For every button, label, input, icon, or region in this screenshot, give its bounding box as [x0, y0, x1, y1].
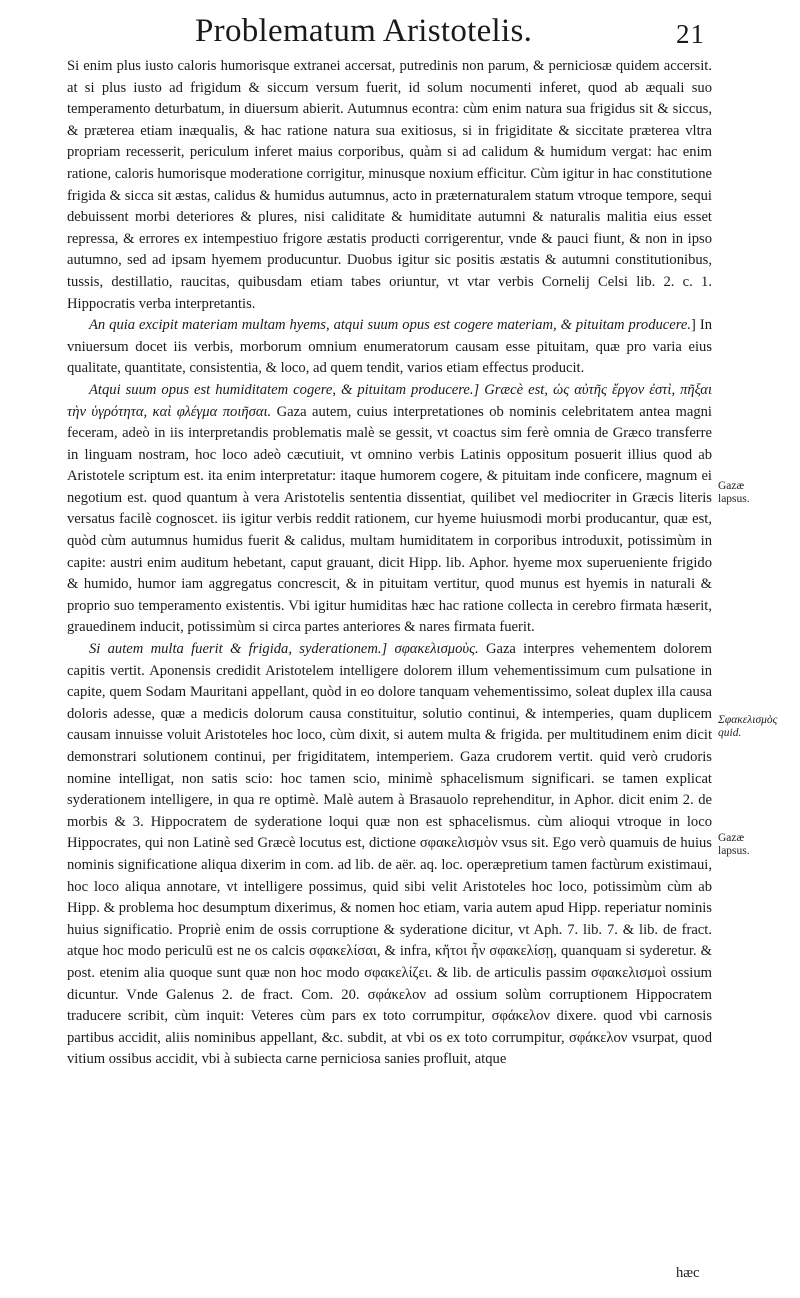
lemma-paragraph [67, 380, 712, 639]
running-title: Problematum Aristotelis. [195, 13, 533, 49]
page-number: 21 [676, 19, 705, 49]
page-header [0, 8, 800, 52]
lemma-paragraph [67, 639, 712, 1071]
margin-note: Gazæ lapsus. [718, 480, 750, 505]
lemma-quote: Atqui suum opus est humiditatem cogere, & pituitam producere. [89, 381, 474, 398]
greek-quote: ] σφακελισμοὺς. [381, 641, 479, 658]
commentary-text: Gaza interpres vehementem dolorem capitis vertit. Aponensis credidit Aristotelem intelligere dolorem illum vehementissimum cum pulsatione in capite, quem Sodam Mauritani appellant, quòd in eo dolore tanquam vehementissimo, soleat duplex illa causa doloris adesse, quæ a medicis dolorum causa constituitur, solutio continui, & intemperies, quam duplicem causam innuisse voluit Aristoteles hoc loco, cùm dixit, si autem multa & frigida. per multitudinem enim dicit demonstrari solutionem continui, per frigiditatem, intemperiem. Gaza crudorem vertit. quid verò crudoris nomine intelligat, non satis scio: hoc tamen scio, minimè sphacelismum significari. se tamen explicat syderationem intelligere, in qua re optimè. Malè autem à Brasauolo reprehenditur, in Aphor. dicit enim 2. de morbis & 3. Hippocratem de syderatione loqui quæ non est sphacelismus. cùm alioqui vtroque in loco Hippocrates, qui non Latinè sed Græcè locutus est, dictione σφακελισμὸν vsus sit. Ego verò quamuis de huius nominis significatione aliqua dixerim in com. ad lib. de aër. aq. loc. operæpretium tamen factùrum existimaui, hoc loco aliqua annotare, vt intelligere possimus, quid sibi velit Aristoteles hoc loco, potissimùm cùm ab Hipp. & problema hoc desumptum dixerimus, & nomen hoc etiam, varia autem apud Hipp. reperiatur nominis huius significatio. Propriè enim de ossis corruptione & syderatione dicitur, vt Aph. 7. lib. 7. & lib. de fract. atque hoc modo periculū est ne os calcis σφακελίσαι, & infra, κἤτοι ἦν σφακελίσῃ, quanquam si syderetur. & post. etenim alia quoque sunt quæ non hoc modo σφακελίζει. & lib. de articulis passim σφακελισμοὶ ossium dicuntur. Vnde Galenus 2. de fract. Com. 20. σφάκελον ad ossium solùm corruptionem Hippocratem traducere scribit, cùm inquit: Veteres cùm pars ex toto corrumpitur, σφάκελον dixere. quod vbi carnosis partibus accidit, aliis nominibus appellant, &c. subdit, at vbi os ex toto corrumpitur, σφάκελον vsurpat, quod vitium ossibus accidit, vbi à subiecta carne perniciosa sanies profluit, atque [67, 641, 712, 1068]
paragraph-text: Si enim plus iusto caloris humorisque extranei accersat, putredinis non parum, & perniciosæ quidem accersit. at si plus iusto ad frigidum & siccum versum fuerit, id solum nocumenti inferet, quod ab æquali suo temperamento deturbatum, in diuersum abierit. Autumnus econtra: cùm enim natura sua frigidus sit & siccus, & præterea etiam inæqualis, & hac ratione natura sua exitiosus, si in frigiditate & siccitate præterea vltra propriam recesserit, periculum inferet maius corporibus, quàm si ad calidum & humidum vergat: hac enim ratione, caloris humorisque moderatione corrigitur, minusque noxium efficitur. Cùm igitur in hac constitutione frigida & sicca sit æstas, calidus & humidus autumnus, acto in præternaturalem statum vtroque tempore, sequi debuissent morbi deteriores & plures, nisi caliditate & humiditate autumni & naturalis malitia eius esset repressa, & errores ex intempestiuo frigore æstatis producti corrigerentur, vnde & pauci fiunt, & non in ipso autumno, sed ad ipsam hyemem producuntur. Duobus igitur sic positis æstatis & autumni constitutionibus, tussis, destillatio, raucitas, quibusdam etiam tabes oriuntur, vt vtar verbis Cornelij Celsi lib. 2. c. 1. Hippocratis verba interpretantis. [67, 58, 712, 312]
margin-note: Gazæ lapsus. [718, 832, 750, 857]
lemma-paragraph [67, 315, 712, 380]
margin-note: Σφακελισμὸς quid. [718, 714, 778, 739]
commentary-text: Gaza autem, cuius interpretationes ob nominis celebritatem antea magni feceram, adeò in iis interpretandis problematis malè se gessit, vt coactus sim ferè omnia de Græco transferre in linguam nostram, hoc loco adeò cæcutiuit, vt omnino verbis Latinis oppositum posuerit illius quod ab Aristotele scriptum est. ita enim interpretatur: itaque humorem cogere, & pituitam inde conficere, magnum ei negotium est. quod quantum à vera Aristotelis sententia dissentiat, quilibet vel mediocriter in Græcis literis versatus facilè cognoscet. iis igitur verbis reddit rationem, cur hyeme huiusmodi morbi producantur, quæ est, quòd cùm autumnus humidus fuerit & calidus, multam humiditatem in corporibus introduxit, potissimùm in capite: austri enim auditum hebetant, caput grauant, dicit Hipp. lib. Aphor. hyeme mox superueniente frigido & humido, humor iam aggregatus concrescit, & in pituitam vertitur, quod munus est hyemis in naturali & proprio suo temperamento existentis. Vbi igitur humiditas hæc hac ratione collecta in cerebro firmata hæserit, grauedinem inducit, potissimùm si circa partes anteriores & nares firmata fuerit. [67, 403, 712, 636]
commentary-text: ] In vniuersum docet iis verbis, morborum omnium enumeratorum causam esse pituitam, quæ pro varia eius qualitate, quantitate, consistentia, & loco, ad quem tendit, varios etiam effectus producit. [67, 317, 712, 377]
greek-quote: ] Græcè est, ὡς αὐτῆς ἔργον ἐστὶ, πῆξαι τὴν ὑγρότητα, καὶ φλέγμα ποιῆσαι. [67, 381, 712, 420]
lemma-quote: An quia excipit materiam multam hyems, atqui suum opus est cogere materiam, & pituitam producere. [89, 317, 692, 334]
paragraph [67, 56, 712, 315]
lemma-quote: Si autem multa fuerit & frigida, syderationem. [89, 641, 382, 658]
main-text-column [67, 56, 712, 1071]
catchword: hæc [676, 1265, 700, 1281]
